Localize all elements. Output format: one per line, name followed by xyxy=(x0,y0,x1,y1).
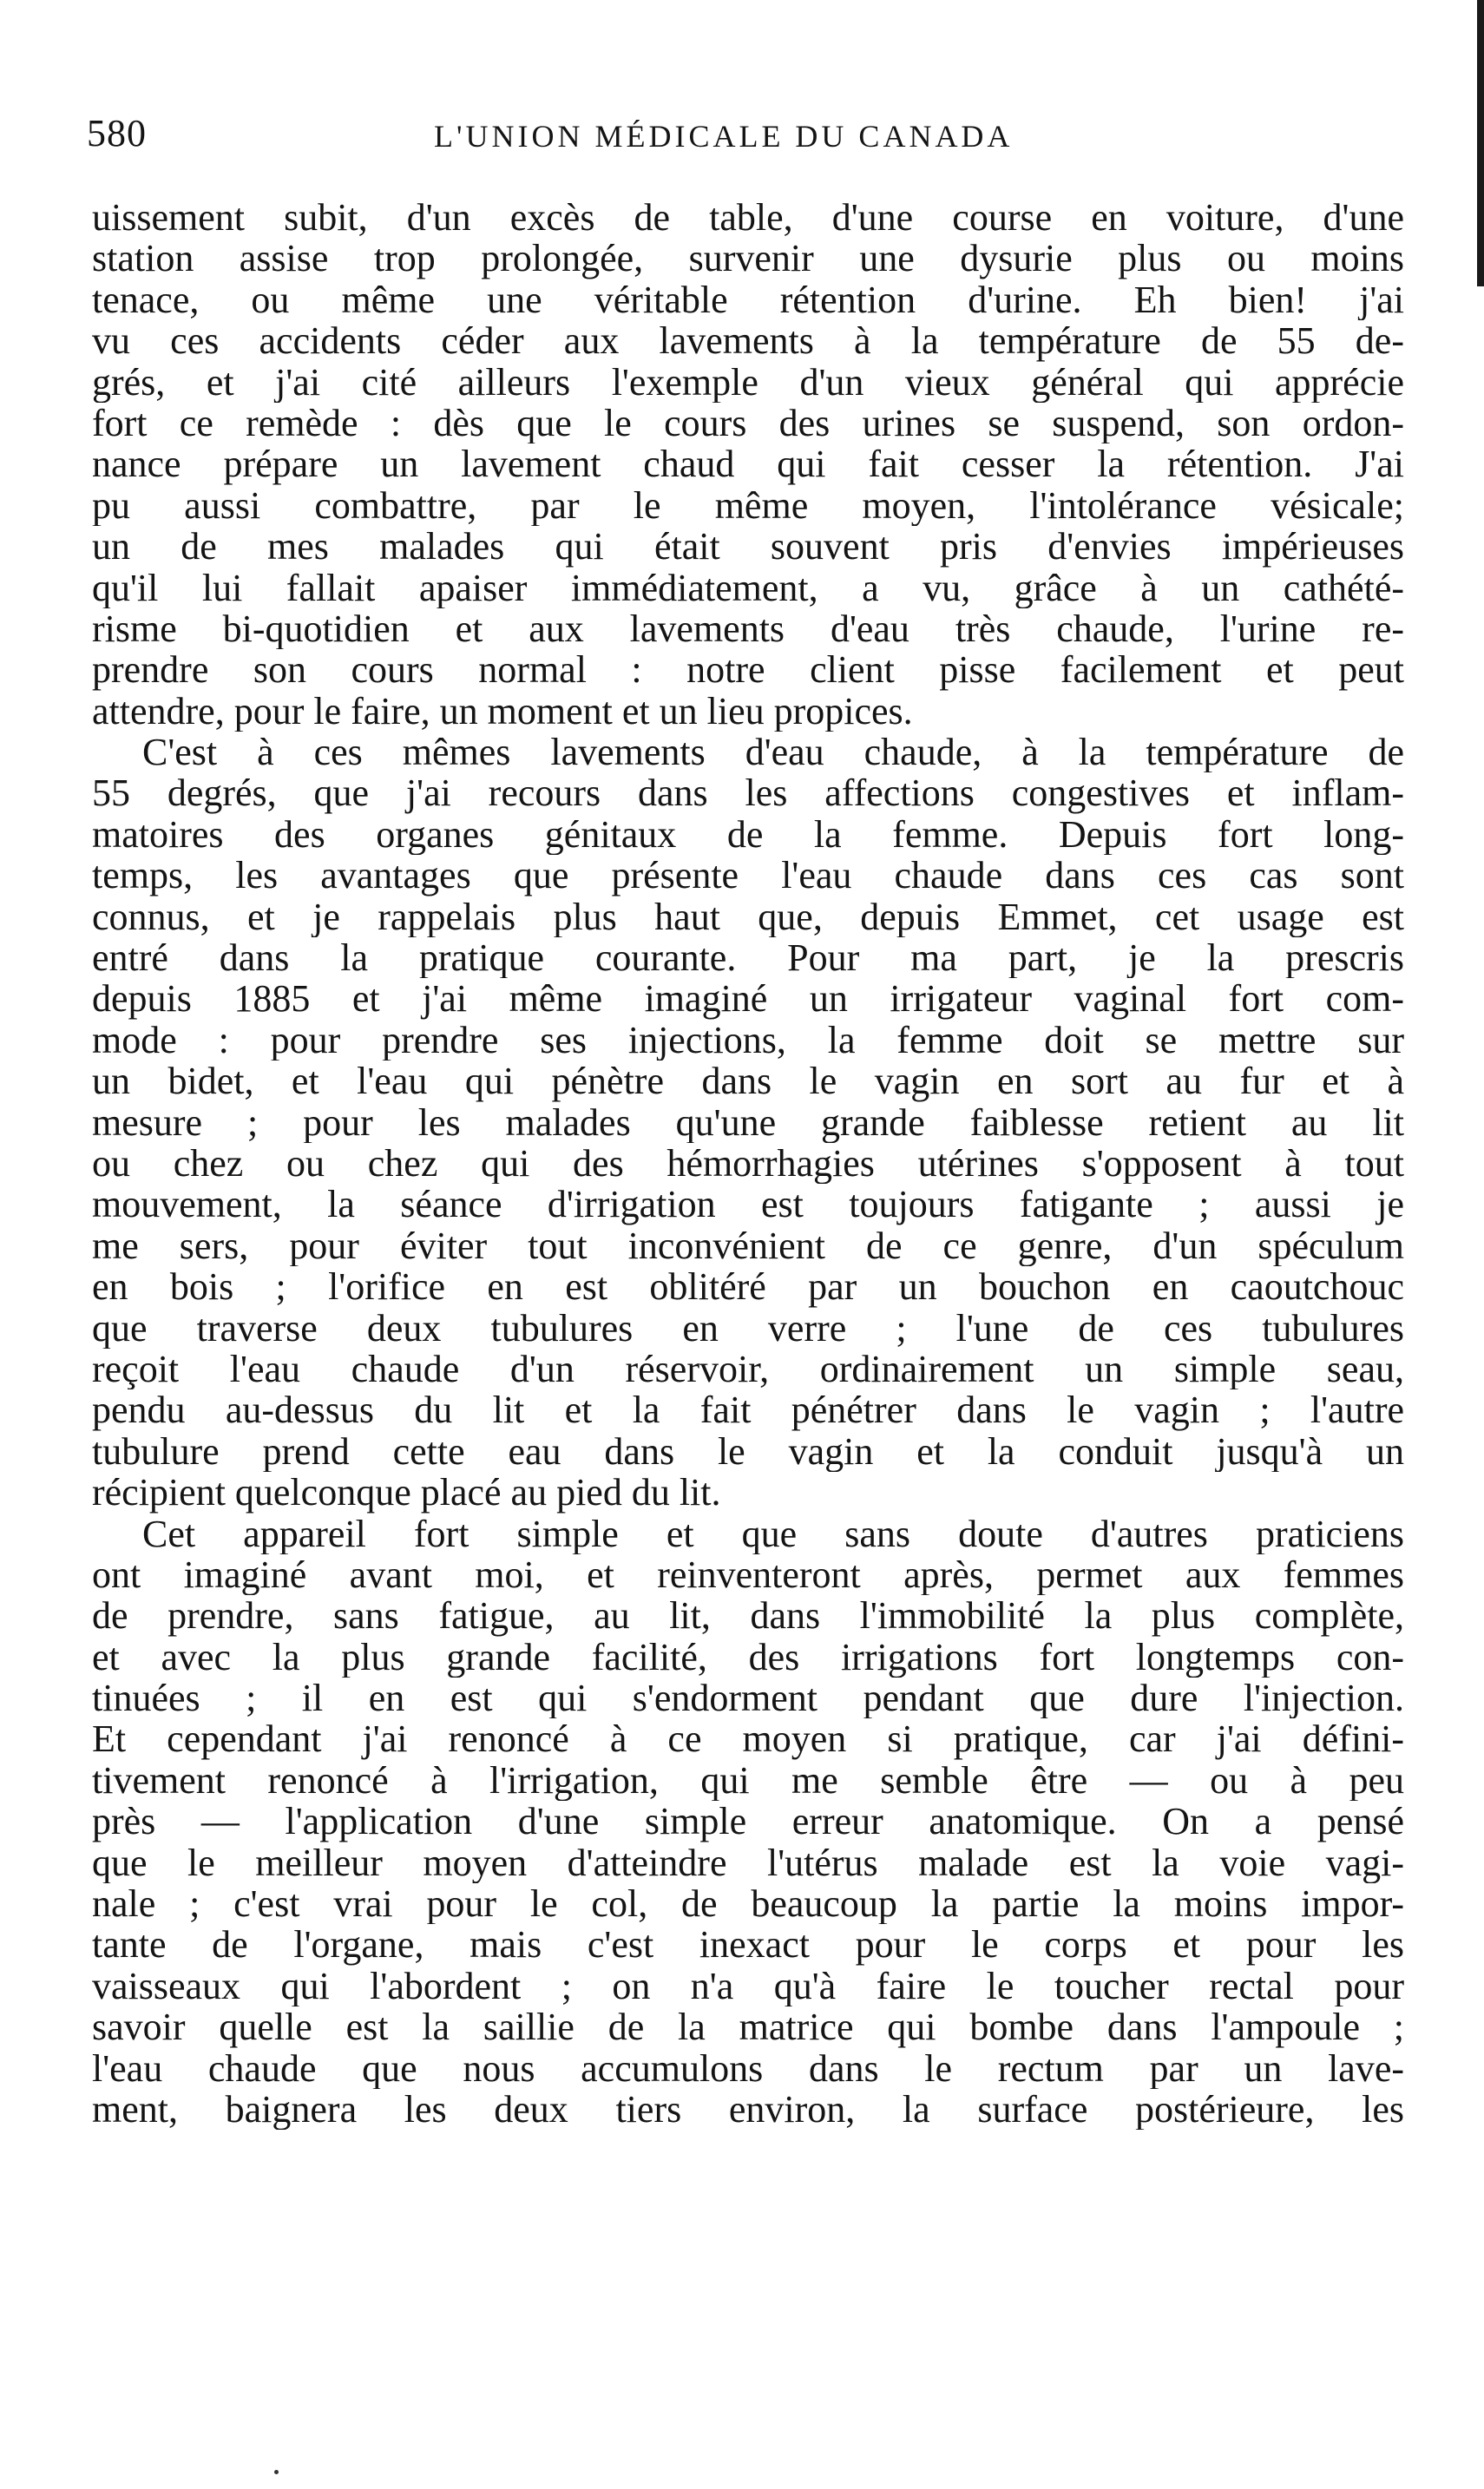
text-line: depuis 1885 et j'ai même imaginé un irrigateur vaginal fort com- xyxy=(92,978,1404,1020)
text-line: C'est à ces mêmes lavements d'eau chaude, à la température de xyxy=(142,732,1404,773)
text-line: 55 degrés, que j'ai recours dans les affections congestives et inflam- xyxy=(92,772,1404,814)
text-line: en bois ; l'orifice en est oblitéré par un bouchon en caoutchouc xyxy=(92,1266,1404,1308)
text-line: tinuées ; il en est qui s'endorment pendant que dure l'injection. xyxy=(92,1678,1404,1719)
text-line: me sers, pour éviter tout inconvénient de ce genre, d'un spéculum xyxy=(92,1225,1404,1267)
text-line: Cet appareil fort simple et que sans doute d'autres praticiens xyxy=(142,1513,1404,1554)
text-line: qu'il lui fallait apaiser immédiatement, a vu, grâce à un cathété- xyxy=(92,567,1404,608)
text-line: tante de l'organe, mais c'est inexact pour le corps et pour les xyxy=(92,1924,1404,1966)
text-line: tenace, ou même une véritable rétention d'urine. Eh bien! j'ai xyxy=(92,279,1404,321)
text-line: Et cependant j'ai renoncé à ce moyen si pratique, car j'ai défini- xyxy=(92,1718,1404,1760)
text-line: grés, et j'ai cité ailleurs l'exemple d'un vieux général qui apprécie xyxy=(92,361,1404,403)
text-line: récipient quelconque placé au pied du lit. xyxy=(92,1472,721,1514)
text-line: de prendre, sans fatigue, au lit, dans l'immobilité la plus complète, xyxy=(92,1595,1404,1637)
text-line: pendu au-dessus du lit et la fait pénétrer dans le vagin ; l'autre xyxy=(92,1389,1404,1431)
text-line: ment, baignera les deux tiers environ, la surface postérieure, les xyxy=(92,2088,1404,2131)
text-line: que traverse deux tubulures en verre ; l'une de ces tubulures xyxy=(92,1307,1404,1349)
text-line: vu ces accidents céder aux lavements à la température de 55 de- xyxy=(92,320,1404,362)
text-line: ont imaginé avant moi, et reinventeront après, permet aux femmes xyxy=(92,1553,1404,1596)
text-line: mesure ; pour les malades qu'une grande faiblesse retient au lit xyxy=(92,1101,1404,1143)
text-line: que le meilleur moyen d'atteindre l'utérus malade est la voie vagi- xyxy=(92,1842,1404,1884)
text-line: uissement subit, d'un excès de table, d'une course en voiture, d'une xyxy=(92,197,1404,239)
text-line: fort ce remède : dès que le cours des urines se suspend, son ordon- xyxy=(92,402,1404,444)
text-line: risme bi-quotidien et aux lavements d'eau très chaude, l'urine re- xyxy=(92,607,1404,650)
text-line: pu aussi combattre, par le même moyen, l'intolérance vésicale; xyxy=(92,484,1404,527)
body-text xyxy=(92,197,1404,2130)
text-line: station assise trop prolongée, survenir une dysurie plus ou moins xyxy=(92,238,1404,279)
text-line: un bidet, et l'eau qui pénètre dans le vagin en sort au fur et à xyxy=(92,1061,1404,1102)
text-line: nance prépare un lavement chaud qui fait cesser la rétention. J'ai xyxy=(92,443,1404,485)
text-line: savoir quelle est la saillie de la matrice qui bombe dans l'ampoule ; xyxy=(92,2006,1404,2048)
text-line: ou chez ou chez qui des hémorrhagies utérines s'opposent à tout xyxy=(92,1142,1404,1185)
text-line: prendre son cours normal : notre client pisse facilement et peut xyxy=(92,649,1404,691)
text-line: entré dans la pratique courante. Pour ma part, je la prescris xyxy=(92,937,1404,979)
text-line: vaisseaux qui l'abordent ; on n'a qu'à faire le toucher rectal pour xyxy=(92,1965,1404,2007)
text-line: tubulure prend cette eau dans le vagin et la conduit jusqu'à un xyxy=(92,1430,1404,1473)
running-title: L'UNION MÉDICALE DU CANADA xyxy=(434,119,1014,154)
text-line: temps, les avantages que présente l'eau chaude dans ces cas sont xyxy=(92,855,1404,896)
text-line: et avec la plus grande facilité, des irrigations fort longtemps con- xyxy=(92,1636,1404,1678)
text-line: nale ; c'est vrai pour le col, de beaucoup la partie la moins impor- xyxy=(92,1883,1404,1925)
text-line: l'eau chaude que nous accumulons dans le rectum par un lave- xyxy=(92,2047,1404,2089)
text-line: mouvement, la séance d'irrigation est toujours fatigante ; aussi je xyxy=(92,1184,1404,1225)
text-line: reçoit l'eau chaude d'un réservoir, ordinairement un simple seau, xyxy=(92,1348,1404,1390)
text-line: tivement renoncé à l'irrigation, qui me semble être — ou à peu xyxy=(92,1759,1404,1802)
text-line: un de mes malades qui était souvent pris d'envies impérieuses xyxy=(92,526,1404,568)
text-line: mode : pour prendre ses injections, la femme doit se mettre sur xyxy=(92,1019,1404,1061)
text-line: connus, et je rappelais plus haut que, depuis Emmet, cet usage est xyxy=(92,896,1404,938)
ink-speck xyxy=(274,2470,279,2474)
scan-edge-mark xyxy=(1477,0,1484,286)
text-line: près — l'application d'une simple erreur anatomique. On a pensé xyxy=(92,1801,1404,1842)
text-line: matoires des organes génitaux de la femme. Depuis fort long- xyxy=(92,813,1404,856)
page-header xyxy=(87,111,1389,172)
text-line: attendre, pour le faire, un moment et un lieu propices. xyxy=(92,690,913,732)
page-number: 580 xyxy=(87,112,147,154)
